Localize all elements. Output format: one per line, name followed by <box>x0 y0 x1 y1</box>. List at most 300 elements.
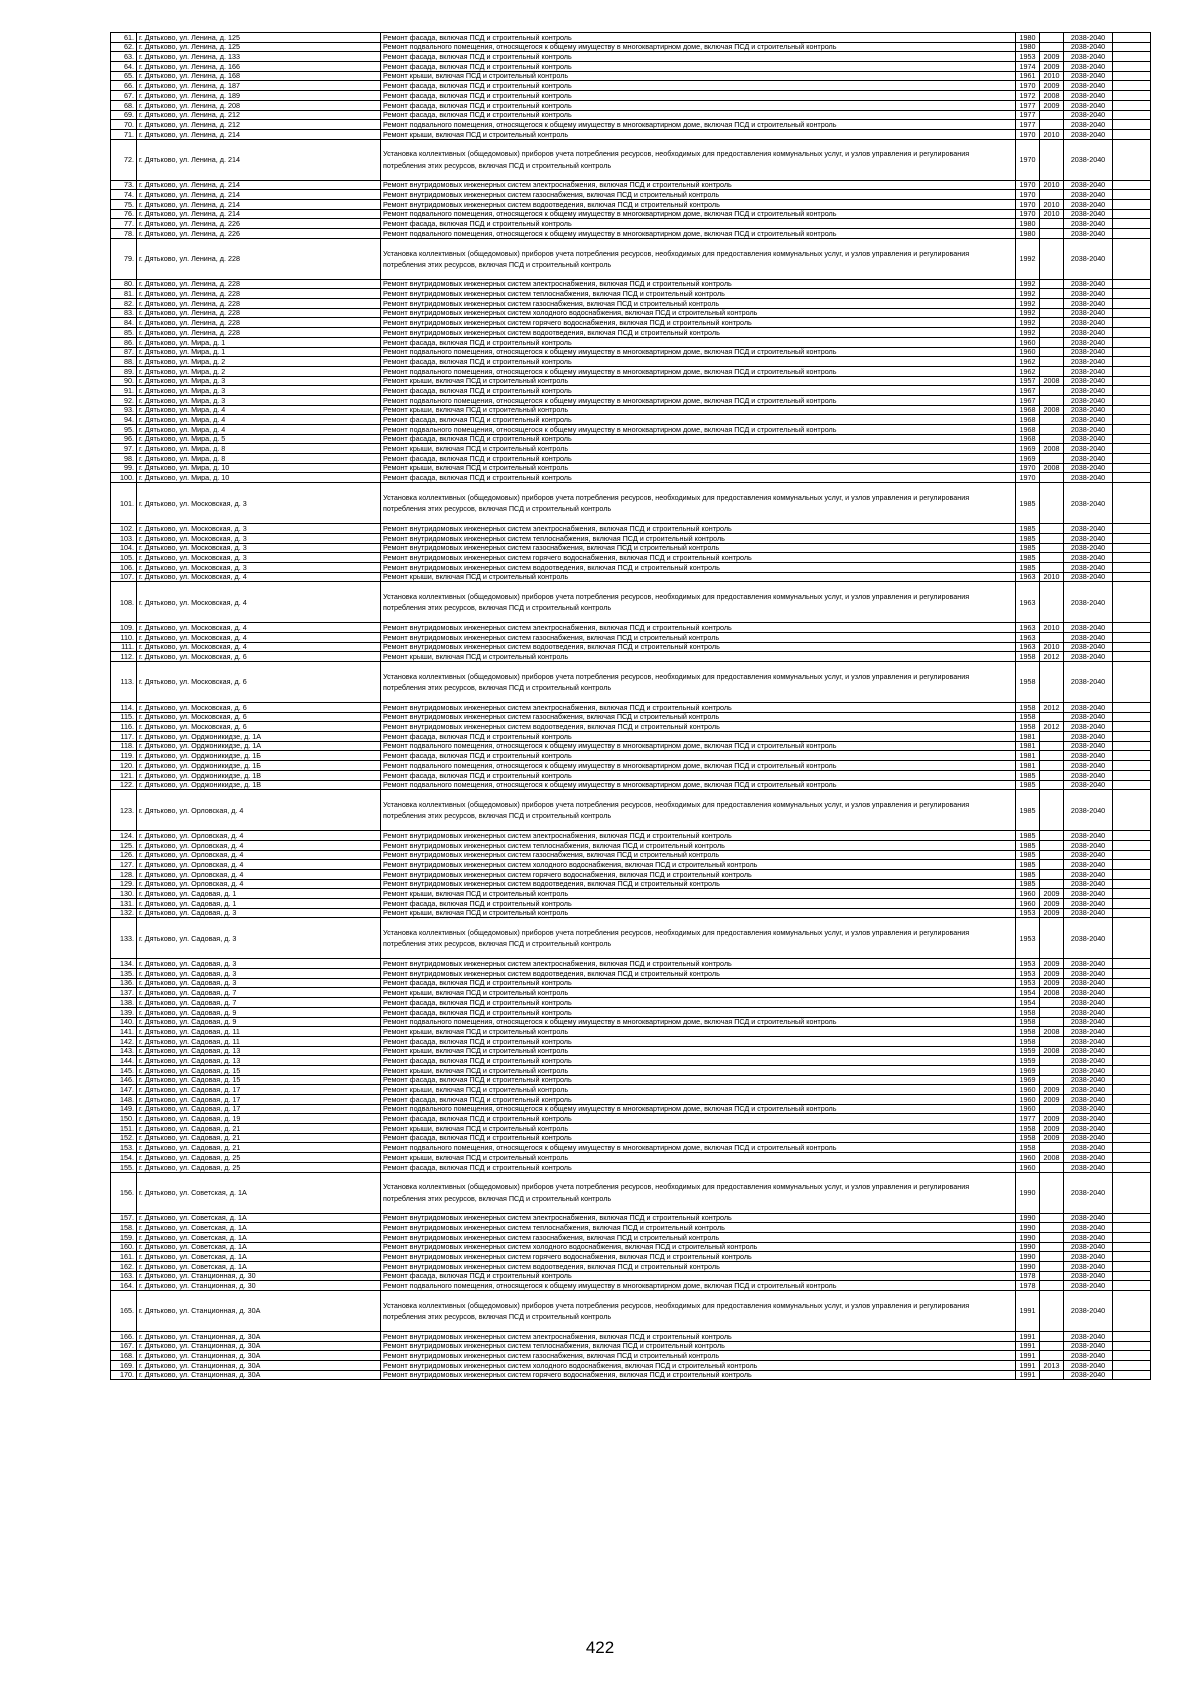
blank-cell <box>1113 899 1151 909</box>
table-row <box>111 328 1151 338</box>
blank-cell <box>1113 81 1151 91</box>
blank-cell <box>1113 1104 1151 1114</box>
work-type-cell: Ремонт внутридомовых инженерных систем холодного водоснабжения, включая ПСД и строительный контроль <box>381 1361 1016 1371</box>
last-repair-year-cell: 2009 <box>1040 100 1064 110</box>
work-type-cell: Ремонт крыши, включая ПСД и строительный контроль <box>381 908 1016 918</box>
work-type-cell: Установка коллективных (общедомовых) приборов учета потребления ресурсов, необходимых для предоставления коммунальных услуг, и узлов управления и регулирования потребления этих ресурсов, включая ПСД и строительный контроль <box>381 662 1016 703</box>
commission-year-cell: 1985 <box>1016 831 1040 841</box>
row-number-cell: 162. <box>111 1261 137 1271</box>
table-row <box>111 42 1151 52</box>
row-number-cell: 83. <box>111 308 137 318</box>
last-repair-year-cell <box>1040 299 1064 309</box>
address-cell: г. Дятьково, ул. Орловская, д. 4 <box>137 850 381 860</box>
commission-year-cell: 1968 <box>1016 434 1040 444</box>
address-cell: г. Дятьково, ул. Мира, д. 10 <box>137 473 381 483</box>
commission-year-cell: 1990 <box>1016 1242 1040 1252</box>
row-number-cell: 135. <box>111 969 137 979</box>
work-type-cell: Ремонт крыши, включая ПСД и строительный контроль <box>381 1153 1016 1163</box>
blank-cell <box>1113 1114 1151 1124</box>
address-cell: г. Дятьково, ул. Садовая, д. 3 <box>137 908 381 918</box>
blank-cell <box>1113 988 1151 998</box>
table-body <box>111 33 1151 1380</box>
planned-period-cell: 2038-2040 <box>1064 662 1113 703</box>
row-number-cell: 149. <box>111 1104 137 1114</box>
blank-cell <box>1113 543 1151 553</box>
table-row <box>111 722 1151 732</box>
table-row <box>111 1162 1151 1172</box>
planned-period-cell: 2038-2040 <box>1064 1114 1113 1124</box>
commission-year-cell: 1958 <box>1016 703 1040 713</box>
blank-cell <box>1113 62 1151 72</box>
address-cell: г. Дятьково, ул. Орджоникидзе, д. 1В <box>137 780 381 790</box>
row-number-cell: 122. <box>111 780 137 790</box>
last-repair-year-cell: 2012 <box>1040 652 1064 662</box>
last-repair-year-cell: 2009 <box>1040 908 1064 918</box>
work-type-cell: Ремонт внутридомовых инженерных систем водоотведения, включая ПСД и строительный контроль <box>381 642 1016 652</box>
blank-cell <box>1113 1056 1151 1066</box>
last-repair-year-cell <box>1040 761 1064 771</box>
blank-cell <box>1113 831 1151 841</box>
work-type-cell: Установка коллективных (общедомовых) приборов учета потребления ресурсов, необходимых для предоставления коммунальных услуг, и узлов управления и регулирования потребления этих ресурсов, включая ПСД и строительный контроль <box>381 483 1016 524</box>
table-row <box>111 444 1151 454</box>
row-number-cell: 129. <box>111 879 137 889</box>
row-number-cell: 103. <box>111 533 137 543</box>
planned-period-cell: 2038-2040 <box>1064 444 1113 454</box>
row-number-cell: 138. <box>111 998 137 1008</box>
table-row <box>111 1036 1151 1046</box>
repair-program-table-page <box>110 32 1150 1380</box>
address-cell: г. Дятьково, ул. Станционная, д. 30А <box>137 1332 381 1342</box>
row-number-cell: 113. <box>111 662 137 703</box>
row-number-cell: 112. <box>111 652 137 662</box>
work-type-cell: Ремонт крыши, включая ПСД и строительный контроль <box>381 652 1016 662</box>
last-repair-year-cell <box>1040 1065 1064 1075</box>
blank-cell <box>1113 434 1151 444</box>
work-type-cell: Ремонт внутридомовых инженерных систем водоотведения, включая ПСД и строительный контроль <box>381 879 1016 889</box>
planned-period-cell: 2038-2040 <box>1064 405 1113 415</box>
last-repair-year-cell: 2009 <box>1040 959 1064 969</box>
table-row <box>111 732 1151 742</box>
address-cell: г. Дятьково, ул. Садовая, д. 21 <box>137 1143 381 1153</box>
table-row <box>111 347 1151 357</box>
commission-year-cell: 1959 <box>1016 1046 1040 1056</box>
table-row <box>111 959 1151 969</box>
work-type-cell: Ремонт внутридомовых инженерных систем электроснабжения, включая ПСД и строительный контроль <box>381 180 1016 190</box>
planned-period-cell: 2038-2040 <box>1064 978 1113 988</box>
planned-period-cell: 2038-2040 <box>1064 33 1113 43</box>
planned-period-cell: 2038-2040 <box>1064 1162 1113 1172</box>
last-repair-year-cell <box>1040 790 1064 831</box>
table-row <box>111 879 1151 889</box>
commission-year-cell: 1972 <box>1016 91 1040 101</box>
last-repair-year-cell <box>1040 712 1064 722</box>
table-row <box>111 1095 1151 1105</box>
planned-period-cell: 2038-2040 <box>1064 386 1113 396</box>
table-row <box>111 632 1151 642</box>
row-number-cell: 118. <box>111 741 137 751</box>
work-type-cell: Ремонт фасада, включая ПСД и строительный контроль <box>381 62 1016 72</box>
blank-cell <box>1113 473 1151 483</box>
work-type-cell: Ремонт подвального помещения, относящегося к общему имуществу в многоквартирном доме, включая ПСД и строительный контроль <box>381 120 1016 130</box>
last-repair-year-cell <box>1040 1056 1064 1066</box>
blank-cell <box>1113 299 1151 309</box>
blank-cell <box>1113 1017 1151 1027</box>
table-row <box>111 279 1151 289</box>
address-cell: г. Дятьково, ул. Садовая, д. 1 <box>137 889 381 899</box>
table-row <box>111 1351 1151 1361</box>
row-number-cell: 139. <box>111 1007 137 1017</box>
planned-period-cell: 2038-2040 <box>1064 722 1113 732</box>
last-repair-year-cell <box>1040 1213 1064 1223</box>
planned-period-cell: 2038-2040 <box>1064 100 1113 110</box>
blank-cell <box>1113 1213 1151 1223</box>
row-number-cell: 157. <box>111 1213 137 1223</box>
planned-period-cell: 2038-2040 <box>1064 139 1113 180</box>
last-repair-year-cell: 2009 <box>1040 899 1064 909</box>
row-number-cell: 161. <box>111 1252 137 1262</box>
work-type-cell: Ремонт крыши, включая ПСД и строительный контроль <box>381 1065 1016 1075</box>
last-repair-year-cell: 2008 <box>1040 376 1064 386</box>
table-row <box>111 1341 1151 1351</box>
address-cell: г. Дятьково, ул. Ленина, д. 226 <box>137 229 381 239</box>
planned-period-cell: 2038-2040 <box>1064 81 1113 91</box>
address-cell: г. Дятьково, ул. Мира, д. 4 <box>137 415 381 425</box>
work-type-cell: Ремонт фасада, включая ПСД и строительный контроль <box>381 1007 1016 1017</box>
row-number-cell: 165. <box>111 1291 137 1332</box>
last-repair-year-cell <box>1040 289 1064 299</box>
table-row <box>111 582 1151 623</box>
table-row <box>111 652 1151 662</box>
planned-period-cell: 2038-2040 <box>1064 652 1113 662</box>
blank-cell <box>1113 751 1151 761</box>
last-repair-year-cell: 2008 <box>1040 988 1064 998</box>
blank-cell <box>1113 1162 1151 1172</box>
address-cell: г. Дятьково, ул. Мира, д. 3 <box>137 376 381 386</box>
work-type-cell: Ремонт внутридомовых инженерных систем газоснабжения, включая ПСД и строительный контроль <box>381 850 1016 860</box>
commission-year-cell: 1953 <box>1016 918 1040 959</box>
work-type-cell: Ремонт внутридомовых инженерных систем газоснабжения, включая ПСД и строительный контроль <box>381 712 1016 722</box>
address-cell: г. Дятьково, ул. Московская, д. 3 <box>137 483 381 524</box>
work-type-cell: Ремонт фасада, включая ПСД и строительный контроль <box>381 1075 1016 1085</box>
last-repair-year-cell: 2009 <box>1040 1095 1064 1105</box>
table-row <box>111 129 1151 139</box>
commission-year-cell: 1958 <box>1016 662 1040 703</box>
last-repair-year-cell: 2009 <box>1040 889 1064 899</box>
table-row <box>111 712 1151 722</box>
row-number-cell: 164. <box>111 1281 137 1291</box>
planned-period-cell: 2038-2040 <box>1064 483 1113 524</box>
commission-year-cell: 1960 <box>1016 347 1040 357</box>
commission-year-cell: 1992 <box>1016 328 1040 338</box>
blank-cell <box>1113 1065 1151 1075</box>
work-type-cell: Ремонт фасада, включая ПСД и строительный контроль <box>381 1056 1016 1066</box>
row-number-cell: 160. <box>111 1242 137 1252</box>
blank-cell <box>1113 662 1151 703</box>
table-row <box>111 642 1151 652</box>
last-repair-year-cell: 2008 <box>1040 1153 1064 1163</box>
row-number-cell: 62. <box>111 42 137 52</box>
commission-year-cell: 1953 <box>1016 978 1040 988</box>
address-cell: г. Дятьково, ул. Станционная, д. 30А <box>137 1291 381 1332</box>
row-number-cell: 124. <box>111 831 137 841</box>
row-number-cell: 77. <box>111 219 137 229</box>
work-type-cell: Ремонт внутридомовых инженерных систем теплоснабжения, включая ПСД и строительный контроль <box>381 840 1016 850</box>
work-type-cell: Ремонт крыши, включая ПСД и строительный контроль <box>381 988 1016 998</box>
work-type-cell: Ремонт фасада, включая ПСД и строительный контроль <box>381 454 1016 464</box>
blank-cell <box>1113 129 1151 139</box>
work-type-cell: Ремонт крыши, включая ПСД и строительный контроль <box>381 1027 1016 1037</box>
last-repair-year-cell: 2009 <box>1040 1085 1064 1095</box>
blank-cell <box>1113 405 1151 415</box>
planned-period-cell: 2038-2040 <box>1064 869 1113 879</box>
commission-year-cell: 1980 <box>1016 229 1040 239</box>
address-cell: г. Дятьково, ул. Орджоникидзе, д. 1А <box>137 732 381 742</box>
table-row <box>111 899 1151 909</box>
planned-period-cell: 2038-2040 <box>1064 209 1113 219</box>
last-repair-year-cell: 2008 <box>1040 405 1064 415</box>
row-number-cell: 108. <box>111 582 137 623</box>
commission-year-cell: 1985 <box>1016 770 1040 780</box>
last-repair-year-cell: 2008 <box>1040 1027 1064 1037</box>
row-number-cell: 101. <box>111 483 137 524</box>
row-number-cell: 99. <box>111 463 137 473</box>
row-number-cell: 73. <box>111 180 137 190</box>
blank-cell <box>1113 444 1151 454</box>
address-cell: г. Дятьково, ул. Садовая, д. 11 <box>137 1036 381 1046</box>
work-type-cell: Ремонт внутридомовых инженерных систем теплоснабжения, включая ПСД и строительный контроль <box>381 289 1016 299</box>
last-repair-year-cell <box>1040 1104 1064 1114</box>
row-number-cell: 146. <box>111 1075 137 1085</box>
planned-period-cell: 2038-2040 <box>1064 732 1113 742</box>
last-repair-year-cell: 2009 <box>1040 1124 1064 1134</box>
work-type-cell: Ремонт внутридомовых инженерных систем горячего водоснабжения, включая ПСД и строительный контроль <box>381 869 1016 879</box>
address-cell: г. Дятьково, ул. Садовая, д. 13 <box>137 1046 381 1056</box>
blank-cell <box>1113 139 1151 180</box>
table-row <box>111 229 1151 239</box>
row-number-cell: 66. <box>111 81 137 91</box>
planned-period-cell: 2038-2040 <box>1064 1223 1113 1233</box>
last-repair-year-cell <box>1040 1341 1064 1351</box>
last-repair-year-cell <box>1040 553 1064 563</box>
address-cell: г. Дятьково, ул. Ленина, д. 214 <box>137 139 381 180</box>
address-cell: г. Дятьково, ул. Ленина, д. 125 <box>137 42 381 52</box>
row-number-cell: 69. <box>111 110 137 120</box>
table-row <box>111 1085 1151 1095</box>
row-number-cell: 115. <box>111 712 137 722</box>
row-number-cell: 89. <box>111 366 137 376</box>
row-number-cell: 153. <box>111 1143 137 1153</box>
blank-cell <box>1113 1242 1151 1252</box>
work-type-cell: Ремонт внутридомовых инженерных систем электроснабжения, включая ПСД и строительный контроль <box>381 1213 1016 1223</box>
last-repair-year-cell <box>1040 751 1064 761</box>
commission-year-cell: 1968 <box>1016 425 1040 435</box>
address-cell: г. Дятьково, ул. Ленина, д. 133 <box>137 52 381 62</box>
row-number-cell: 170. <box>111 1370 137 1380</box>
blank-cell <box>1113 1361 1151 1371</box>
work-type-cell: Ремонт фасада, включая ПСД и строительный контроль <box>381 357 1016 367</box>
table-row <box>111 1133 1151 1143</box>
table-row <box>111 1332 1151 1342</box>
planned-period-cell: 2038-2040 <box>1064 1252 1113 1262</box>
blank-cell <box>1113 780 1151 790</box>
work-type-cell: Ремонт внутридомовых инженерных систем теплоснабжения, включая ПСД и строительный контроль <box>381 1341 1016 1351</box>
last-repair-year-cell <box>1040 1351 1064 1361</box>
row-number-cell: 126. <box>111 850 137 860</box>
planned-period-cell: 2038-2040 <box>1064 238 1113 279</box>
row-number-cell: 78. <box>111 229 137 239</box>
work-type-cell: Ремонт фасада, включая ПСД и строительный контроль <box>381 110 1016 120</box>
commission-year-cell: 1981 <box>1016 751 1040 761</box>
table-row <box>111 299 1151 309</box>
commission-year-cell: 1970 <box>1016 180 1040 190</box>
blank-cell <box>1113 1172 1151 1213</box>
commission-year-cell: 1958 <box>1016 652 1040 662</box>
address-cell: г. Дятьково, ул. Московская, д. 6 <box>137 712 381 722</box>
row-number-cell: 76. <box>111 209 137 219</box>
blank-cell <box>1113 91 1151 101</box>
row-number-cell: 119. <box>111 751 137 761</box>
work-type-cell: Установка коллективных (общедомовых) приборов учета потребления ресурсов, необходимых для предоставления коммунальных услуг, и узлов управления и регулирования потребления этих ресурсов, включая ПСД и строительный контроль <box>381 918 1016 959</box>
commission-year-cell: 1977 <box>1016 120 1040 130</box>
address-cell: г. Дятьково, ул. Советская, д. 1А <box>137 1252 381 1262</box>
address-cell: г. Дятьково, ул. Садовая, д. 21 <box>137 1133 381 1143</box>
blank-cell <box>1113 869 1151 879</box>
address-cell: г. Дятьково, ул. Московская, д. 3 <box>137 533 381 543</box>
planned-period-cell: 2038-2040 <box>1064 62 1113 72</box>
address-cell: г. Дятьково, ул. Садовая, д. 1 <box>137 899 381 909</box>
work-type-cell: Ремонт крыши, включая ПСД и строительный контроль <box>381 1046 1016 1056</box>
table-row <box>111 308 1151 318</box>
address-cell: г. Дятьково, ул. Мира, д. 3 <box>137 395 381 405</box>
row-number-cell: 114. <box>111 703 137 713</box>
commission-year-cell: 1985 <box>1016 524 1040 534</box>
commission-year-cell: 1963 <box>1016 572 1040 582</box>
blank-cell <box>1113 1075 1151 1085</box>
row-number-cell: 167. <box>111 1341 137 1351</box>
address-cell: г. Дятьково, ул. Садовая, д. 19 <box>137 1114 381 1124</box>
planned-period-cell: 2038-2040 <box>1064 1036 1113 1046</box>
commission-year-cell: 1963 <box>1016 632 1040 642</box>
work-type-cell: Ремонт фасада, включая ПСД и строительный контроль <box>381 91 1016 101</box>
row-number-cell: 150. <box>111 1114 137 1124</box>
commission-year-cell: 1978 <box>1016 1271 1040 1281</box>
work-type-cell: Ремонт внутридомовых инженерных систем газоснабжения, включая ПСД и строительный контроль <box>381 299 1016 309</box>
last-repair-year-cell: 2008 <box>1040 1046 1064 1056</box>
table-row <box>111 524 1151 534</box>
address-cell: г. Дятьково, ул. Садовая, д. 3 <box>137 978 381 988</box>
address-cell: г. Дятьково, ул. Мира, д. 2 <box>137 357 381 367</box>
row-number-cell: 90. <box>111 376 137 386</box>
blank-cell <box>1113 1370 1151 1380</box>
blank-cell <box>1113 52 1151 62</box>
last-repair-year-cell: 2008 <box>1040 444 1064 454</box>
blank-cell <box>1113 860 1151 870</box>
last-repair-year-cell <box>1040 1242 1064 1252</box>
last-repair-year-cell <box>1040 524 1064 534</box>
table-row <box>111 62 1151 72</box>
address-cell: г. Дятьково, ул. Садовая, д. 13 <box>137 1056 381 1066</box>
commission-year-cell: 1958 <box>1016 712 1040 722</box>
blank-cell <box>1113 840 1151 850</box>
work-type-cell: Ремонт фасада, включая ПСД и строительный контроль <box>381 1133 1016 1143</box>
last-repair-year-cell <box>1040 1252 1064 1262</box>
planned-period-cell: 2038-2040 <box>1064 770 1113 780</box>
address-cell: г. Дятьково, ул. Мира, д. 1 <box>137 347 381 357</box>
address-cell: г. Дятьково, ул. Станционная, д. 30А <box>137 1351 381 1361</box>
row-number-cell: 81. <box>111 289 137 299</box>
work-type-cell: Ремонт подвального помещения, относящегося к общему имуществу в многоквартирном доме, включая ПСД и строительный контроль <box>381 741 1016 751</box>
last-repair-year-cell <box>1040 850 1064 860</box>
table-row <box>111 180 1151 190</box>
commission-year-cell: 1981 <box>1016 761 1040 771</box>
last-repair-year-cell: 2009 <box>1040 969 1064 979</box>
table-row <box>111 434 1151 444</box>
commission-year-cell: 1991 <box>1016 1291 1040 1332</box>
row-number-cell: 95. <box>111 425 137 435</box>
work-type-cell: Ремонт подвального помещения, относящегося к общему имуществу в многоквартирном доме, включая ПСД и строительный контроль <box>381 761 1016 771</box>
blank-cell <box>1113 1153 1151 1163</box>
address-cell: г. Дятьково, ул. Ленина, д. 228 <box>137 299 381 309</box>
row-number-cell: 123. <box>111 790 137 831</box>
planned-period-cell: 2038-2040 <box>1064 840 1113 850</box>
last-repair-year-cell <box>1040 732 1064 742</box>
work-type-cell: Ремонт крыши, включая ПСД и строительный контроль <box>381 71 1016 81</box>
last-repair-year-cell <box>1040 879 1064 889</box>
last-repair-year-cell <box>1040 33 1064 43</box>
last-repair-year-cell: 2009 <box>1040 62 1064 72</box>
work-type-cell: Ремонт внутридомовых инженерных систем электроснабжения, включая ПСД и строительный контроль <box>381 279 1016 289</box>
row-number-cell: 80. <box>111 279 137 289</box>
table-row <box>111 1075 1151 1085</box>
last-repair-year-cell: 2010 <box>1040 572 1064 582</box>
repair-program-table <box>110 32 1151 1380</box>
commission-year-cell: 1967 <box>1016 395 1040 405</box>
last-repair-year-cell <box>1040 831 1064 841</box>
table-row <box>111 918 1151 959</box>
address-cell: г. Дятьково, ул. Московская, д. 4 <box>137 623 381 633</box>
table-row <box>111 91 1151 101</box>
blank-cell <box>1113 582 1151 623</box>
planned-period-cell: 2038-2040 <box>1064 395 1113 405</box>
planned-period-cell: 2038-2040 <box>1064 988 1113 998</box>
row-number-cell: 94. <box>111 415 137 425</box>
table-row <box>111 703 1151 713</box>
planned-period-cell: 2038-2040 <box>1064 328 1113 338</box>
table-row <box>111 318 1151 328</box>
commission-year-cell: 1985 <box>1016 553 1040 563</box>
address-cell: г. Дятьково, ул. Московская, д. 6 <box>137 662 381 703</box>
address-cell: г. Дятьково, ул. Орджоникидзе, д. 1Б <box>137 751 381 761</box>
address-cell: г. Дятьково, ул. Садовая, д. 15 <box>137 1065 381 1075</box>
row-number-cell: 92. <box>111 395 137 405</box>
planned-period-cell: 2038-2040 <box>1064 1213 1113 1223</box>
commission-year-cell: 1960 <box>1016 1085 1040 1095</box>
row-number-cell: 155. <box>111 1162 137 1172</box>
address-cell: г. Дятьково, ул. Станционная, д. 30А <box>137 1370 381 1380</box>
blank-cell <box>1113 1143 1151 1153</box>
address-cell: г. Дятьково, ул. Советская, д. 1А <box>137 1232 381 1242</box>
address-cell: г. Дятьково, ул. Мира, д. 4 <box>137 425 381 435</box>
table-row <box>111 366 1151 376</box>
address-cell: г. Дятьково, ул. Ленина, д. 212 <box>137 110 381 120</box>
work-type-cell: Ремонт внутридомовых инженерных систем холодного водоснабжения, включая ПСД и строительный контроль <box>381 1242 1016 1252</box>
planned-period-cell: 2038-2040 <box>1064 582 1113 623</box>
planned-period-cell: 2038-2040 <box>1064 120 1113 130</box>
blank-cell <box>1113 1124 1151 1134</box>
commission-year-cell: 1953 <box>1016 959 1040 969</box>
row-number-cell: 111. <box>111 642 137 652</box>
table-row <box>111 238 1151 279</box>
